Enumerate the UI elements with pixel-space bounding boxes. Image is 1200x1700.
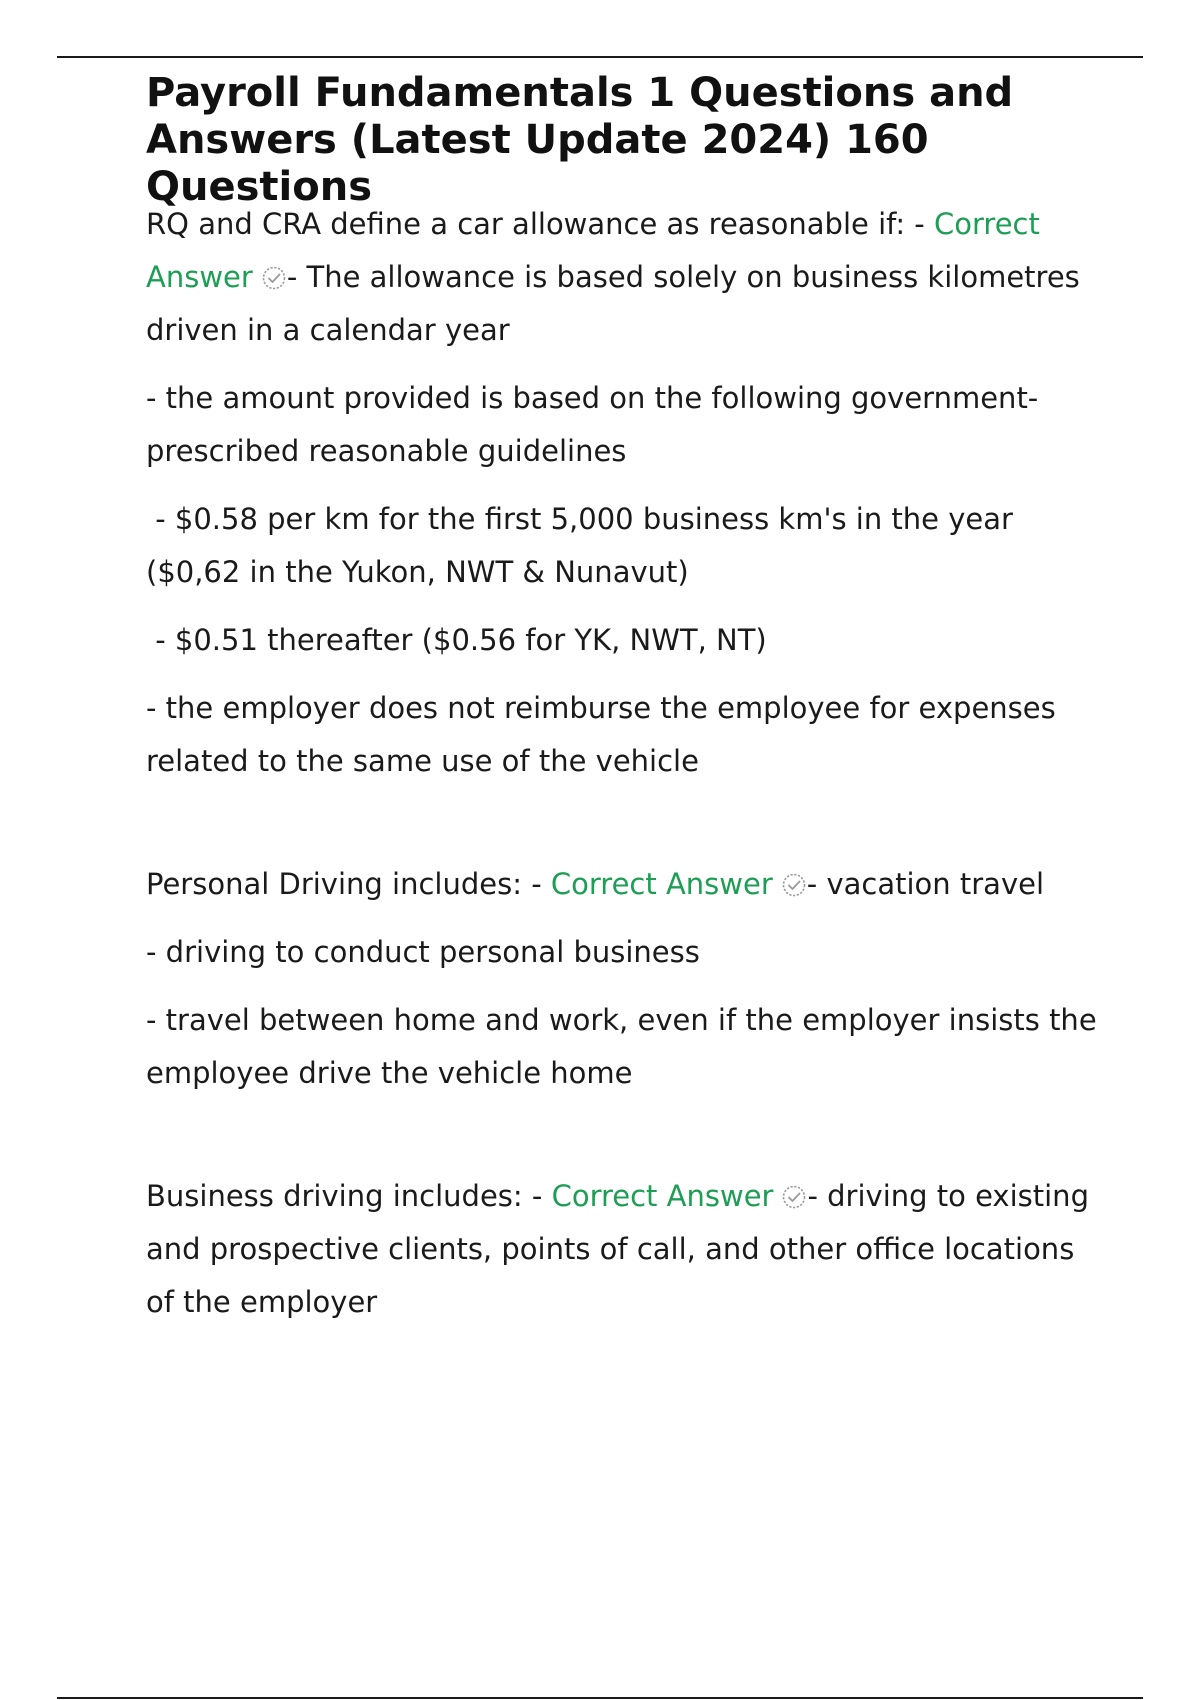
- correct-answer-label: Correct Answer: [551, 1179, 774, 1213]
- checkmark-circle-icon: [261, 265, 287, 291]
- question-block: [146, 1170, 1106, 1329]
- answer-lead: - The allowance is based solely on business kilometres driven in a calendar year: [146, 260, 1080, 347]
- answer-lead: - vacation travel: [806, 867, 1045, 901]
- separator: -: [522, 1179, 552, 1213]
- question-line: [146, 198, 1106, 357]
- bottom-rule: [57, 1697, 1143, 1699]
- separator: -: [905, 207, 934, 241]
- question-line: [146, 1170, 1106, 1329]
- document-body: [146, 70, 1106, 1329]
- correct-answer-label: Correct Answer: [146, 207, 1040, 294]
- answer-detail: - $0.51 thereafter ($0.56 for YK, NWT, NT): [146, 623, 767, 657]
- checkmark-circle-icon: [781, 872, 807, 898]
- document-title: Payroll Fundamentals 1 Questions and Answers (Latest Update 2024) 160 Questions: [146, 70, 1014, 210]
- top-rule: [57, 56, 1143, 58]
- question-text: Business driving includes:: [146, 1179, 523, 1213]
- correct-answer-label: Correct Answer: [550, 867, 773, 901]
- question-text: Personal Driving includes:: [146, 867, 522, 901]
- question-block: [146, 198, 1106, 788]
- answer-detail: - driving to conduct personal business: [146, 935, 700, 969]
- question-block: [146, 858, 1106, 1100]
- answer-detail: - the employer does not reimburse the employee for expenses related to the same use of the vehicle: [146, 691, 1056, 778]
- checkmark-circle-icon: [781, 1184, 807, 1210]
- question-text: RQ and CRA define a car allowance as reasonable if:: [146, 207, 906, 241]
- answer-detail: - travel between home and work, even if the employer insists the employee drive the vehicle home: [146, 1003, 1097, 1090]
- question-line: [146, 858, 1106, 911]
- answer-lead: - driving to existing and prospective clients, points of call, and other office locations of the employer: [146, 1179, 1089, 1319]
- separator: -: [521, 867, 551, 901]
- answer-detail: - the amount provided is based on the following government-prescribed reasonable guidelines: [146, 381, 1039, 468]
- answer-detail: - $0.58 per km for the first 5,000 business km's in the year ($0,62 in the Yukon, NWT & Nunavut): [146, 502, 1023, 589]
